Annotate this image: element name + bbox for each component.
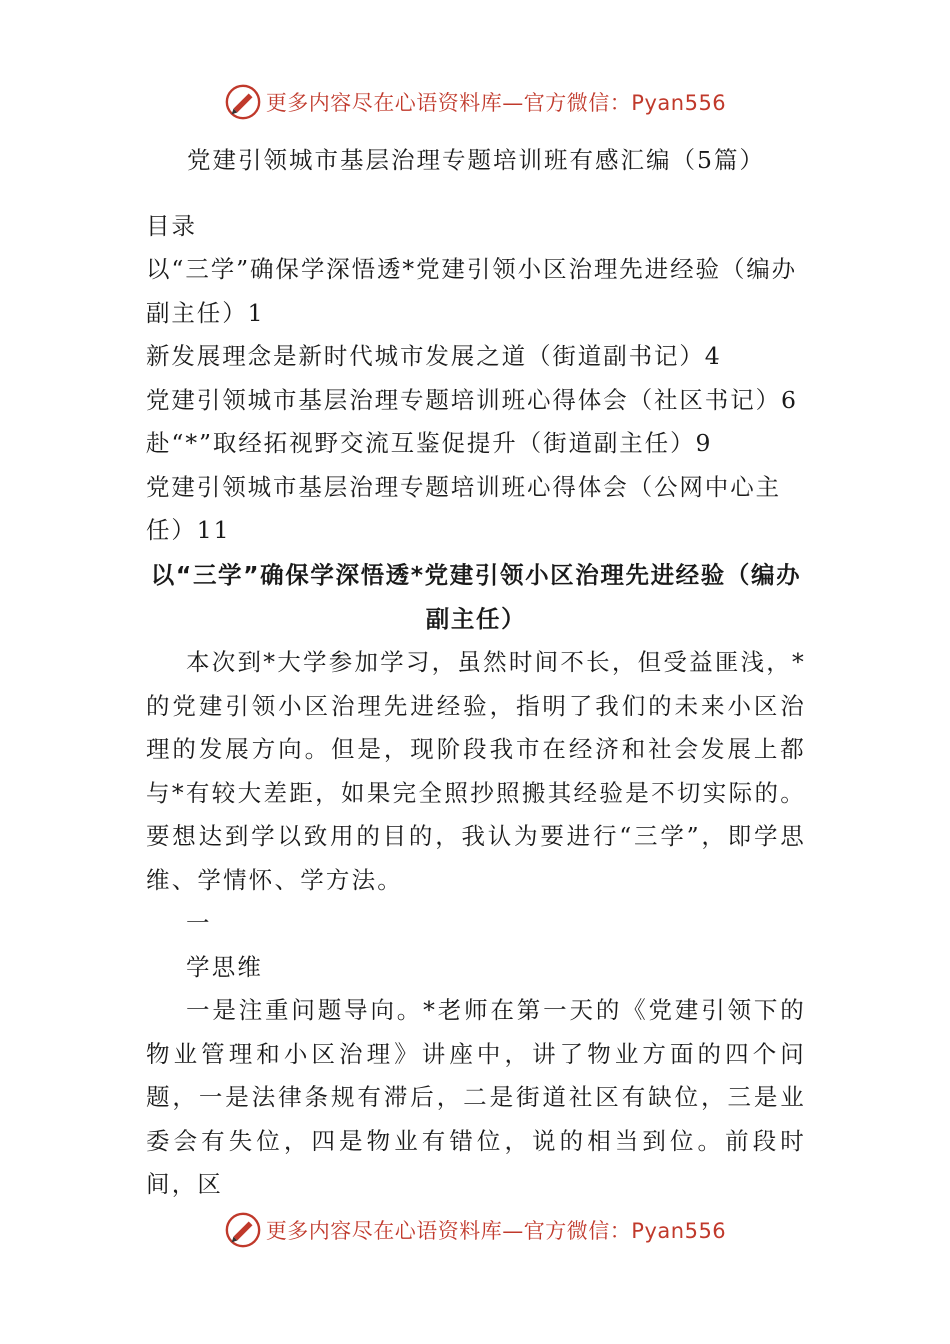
table-of-contents bbox=[146, 248, 806, 553]
header-banner bbox=[0, 80, 950, 124]
toc-item[interactable]: 党建引领城市基层治理专题培训班心得体会（社区书记）6 bbox=[146, 385, 798, 414]
subheading: 学思维 bbox=[186, 952, 264, 981]
logo-icon bbox=[224, 83, 262, 121]
toc-item[interactable]: 以“三学”确保学深悟透*党建引领小区治理先进经验（编办副主任）1 bbox=[146, 255, 798, 327]
paragraph: 一是注重问题导向。*老师在第一天的《党建引领下的物业管理和小区治理》讲座中，讲了物业方面的四个问题，一是法律条规有滞后，二是街道社区有缺位，三是业委会有失位，四是物业有错位，说的相当到位。前段时间，区 bbox=[146, 996, 806, 1198]
banner-text: 更多内容尽在心语资料库—官方微信：Pyan556 bbox=[265, 91, 727, 115]
toc-item[interactable]: 赴“*”取经拓视野交流互鉴促提升（街道副主任）9 bbox=[146, 429, 713, 457]
section-title: 以“三学”确保学深悟透*党建引领小区治理先进经验（编办副主任） bbox=[150, 561, 802, 633]
toc-heading: 目录 bbox=[146, 212, 197, 240]
toc-item[interactable]: 党建引领城市基层治理专题培训班心得体会（公网中心主任）11 bbox=[146, 472, 781, 544]
paragraph-numeral: 一 bbox=[186, 909, 212, 937]
body-text bbox=[146, 641, 806, 1207]
paragraph: 本次到*大学参加学习，虽然时间不长，但受益匪浅，*的党建引领小区治理先进经验，指明了我们的未来小区治理的发展方向。但是，现阶段我市在经济和社会发展上都与*有较大差距，如果完全照抄照搬其经验是不切实际的。要想达到学以致用的目的，我认为要进行“三学”，即学思维、学情怀、学方法。 bbox=[146, 648, 806, 894]
logo-icon bbox=[224, 1211, 262, 1249]
banner-text: 更多内容尽在心语资料库—官方微信：Pyan556 bbox=[265, 1219, 727, 1243]
document-title: 党建引领城市基层治理专题培训班有感汇编（5篇） bbox=[187, 146, 765, 174]
footer-banner bbox=[0, 1208, 950, 1252]
toc-item[interactable]: 新发展理念是新时代城市发展之道（街道副书记）4 bbox=[146, 342, 722, 370]
